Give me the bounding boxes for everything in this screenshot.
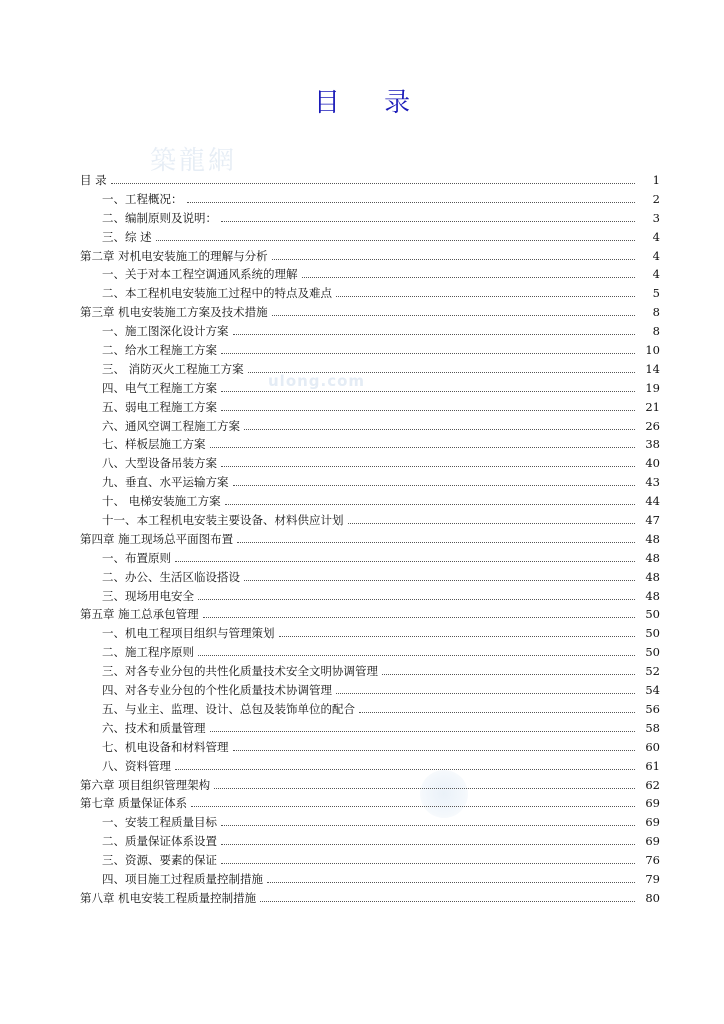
toc-page-number: 38	[645, 437, 660, 452]
toc-entry-label: 二、办公、生活区临设搭设	[102, 569, 240, 584]
toc-page-number: 47	[645, 513, 660, 528]
toc-dot-leader	[221, 466, 635, 467]
toc-entry-label: 七、机电设备和材料管理	[102, 739, 229, 754]
toc-dot-leader	[279, 636, 636, 637]
toc-entry-label: 一、布置原则	[102, 550, 171, 565]
toc-dot-leader	[233, 750, 636, 751]
toc-section-entry[interactable]	[80, 435, 660, 454]
toc-chapter-entry[interactable]	[80, 530, 660, 549]
toc-section-entry[interactable]	[80, 190, 660, 209]
toc-entry-label: 六、技术和质量管理	[102, 720, 206, 735]
toc-section-entry[interactable]	[80, 209, 660, 228]
toc-chapter-entry[interactable]	[80, 889, 660, 908]
toc-page-number: 50	[645, 626, 660, 641]
toc-dot-leader	[248, 372, 635, 373]
toc-dot-leader	[198, 599, 635, 600]
toc-page-number: 4	[652, 229, 660, 244]
toc-entry-label: 六、通风空调工程施工方案	[102, 418, 240, 433]
toc-entry-label: 三、现场用电安全	[102, 588, 194, 603]
toc-dot-leader	[203, 617, 635, 618]
toc-page-number: 52	[645, 664, 660, 679]
toc-page-number: 26	[645, 418, 660, 433]
toc-section-entry[interactable]	[80, 700, 660, 719]
toc-page-number: 48	[645, 569, 660, 584]
toc-page-number: 5	[652, 286, 660, 301]
toc-page-number: 48	[645, 550, 660, 565]
toc-page-number: 4	[652, 267, 660, 282]
toc-dot-leader	[198, 655, 635, 656]
toc-entry-label: 三、 消防灭火工程施工方案	[102, 361, 244, 376]
toc-chapter-entry[interactable]	[80, 303, 660, 322]
toc-section-entry[interactable]	[80, 549, 660, 568]
toc-dot-leader	[233, 334, 636, 335]
toc-section-entry[interactable]	[80, 473, 660, 492]
toc-entry-label: 十一、本工程机电安装主要设备、材料供应计划	[102, 513, 344, 528]
toc-page-number: 62	[645, 777, 660, 792]
toc-page-number: 48	[645, 531, 660, 546]
toc-dot-leader	[175, 561, 635, 562]
toc-entry-label: 一、关于对本工程空调通风系统的理解	[102, 267, 298, 282]
toc-chapter-entry[interactable]	[80, 794, 660, 813]
toc-section-entry[interactable]	[80, 379, 660, 398]
toc-chapter-entry[interactable]	[80, 247, 660, 266]
toc-chapter-entry[interactable]	[80, 776, 660, 795]
watermark-url: ulong.com	[268, 372, 366, 390]
toc-section-entry[interactable]	[80, 417, 660, 436]
toc-section-entry[interactable]	[80, 511, 660, 530]
toc-entry-label: 三、对各专业分包的共性化质量技术安全文明协调管理	[102, 664, 378, 679]
toc-dot-leader	[156, 240, 635, 241]
toc-section-entry[interactable]	[80, 719, 660, 738]
toc-section-entry[interactable]	[80, 757, 660, 776]
toc-section-entry[interactable]	[80, 643, 660, 662]
toc-dot-leader	[237, 542, 635, 543]
toc-page-number: 69	[645, 834, 660, 849]
toc-entry-label: 二、本工程机电安装施工过程中的特点及难点	[102, 286, 332, 301]
toc-dot-leader	[267, 882, 635, 883]
toc-dot-leader	[210, 731, 636, 732]
toc-dot-leader	[221, 863, 635, 864]
toc-entry-label: 第三章 机电安装施工方案及技术措施	[80, 305, 268, 320]
toc-dot-leader	[225, 504, 635, 505]
toc-chapter-entry[interactable]	[80, 171, 660, 190]
toc-page-number: 60	[645, 739, 660, 754]
toc-entry-label: 第二章 对机电安装施工的理解与分析	[80, 248, 268, 263]
toc-page-number: 58	[645, 720, 660, 735]
toc-entry-label: 二、施工程序原则	[102, 645, 194, 660]
toc-section-entry[interactable]	[80, 228, 660, 247]
toc-section-entry[interactable]	[80, 813, 660, 832]
toc-dot-leader	[336, 693, 635, 694]
toc-section-entry[interactable]	[80, 284, 660, 303]
toc-section-entry[interactable]	[80, 738, 660, 757]
toc-section-entry[interactable]	[80, 360, 660, 379]
toc-page-number: 8	[652, 305, 660, 320]
page-title: 目 录	[313, 88, 429, 118]
toc-dot-leader	[187, 202, 636, 203]
toc-entry-label: 二、给水工程施工方案	[102, 343, 217, 358]
toc-dot-leader	[210, 447, 636, 448]
toc-page-number: 8	[652, 324, 660, 339]
toc-dot-leader	[221, 221, 635, 222]
toc-entry-label: 第八章 机电安装工程质量控制措施	[80, 890, 257, 905]
toc-entry-label: 一、安装工程质量目标	[102, 815, 217, 830]
toc-page-number: 2	[652, 191, 660, 206]
toc-entry-label: 一、施工图深化设计方案	[102, 324, 229, 339]
toc-page-number: 40	[645, 456, 660, 471]
toc-dot-leader	[244, 580, 635, 581]
toc-dot-leader	[214, 788, 635, 789]
toc-entry-label: 七、样板层施工方案	[102, 437, 206, 452]
toc-page-number: 61	[645, 758, 660, 773]
toc-entry-label: 四、电气工程施工方案	[102, 380, 217, 395]
toc-page-number: 54	[645, 683, 660, 698]
toc-dot-leader	[382, 674, 635, 675]
toc-page-number: 50	[645, 645, 660, 660]
toc-page-number: 4	[652, 248, 660, 263]
toc-page-number: 80	[645, 890, 660, 905]
toc-page-number: 14	[645, 361, 660, 376]
toc-entry-label: 一、机电工程项目组织与管理策划	[102, 626, 275, 641]
toc-entry-label: 第四章 施工现场总平面图布置	[80, 531, 234, 546]
toc-entry-label: 二、编制原则及说明：	[102, 210, 217, 225]
toc-page-number: 3	[652, 210, 660, 225]
watermark-logo: 築龍網	[150, 146, 238, 176]
toc-dot-leader	[302, 277, 636, 278]
toc-section-entry[interactable]	[80, 681, 660, 700]
toc-dot-leader	[175, 769, 635, 770]
toc-section-entry[interactable]	[80, 851, 660, 870]
toc-dot-leader	[348, 523, 636, 524]
toc-entry-label: 十、 电梯安装施工方案	[102, 494, 221, 509]
toc-section-entry[interactable]	[80, 587, 660, 606]
toc-section-entry[interactable]	[80, 398, 660, 417]
toc-entry-label: 四、对各专业分包的个性化质量技术协调管理	[102, 683, 332, 698]
toc-dot-leader	[260, 901, 635, 902]
toc-entry-label: 第七章 质量保证体系	[80, 796, 188, 811]
toc-entry-label: 三、资源、要素的保证	[102, 853, 217, 868]
toc-entry-label: 二、质量保证体系设置	[102, 834, 217, 849]
toc-page-number: 10	[645, 343, 660, 358]
toc-dot-leader	[191, 806, 635, 807]
toc-page-number: 1	[652, 173, 660, 187]
toc-page-number: 48	[645, 588, 660, 603]
toc-dot-leader	[244, 429, 635, 430]
toc-dot-leader	[233, 485, 636, 486]
toc-entry-label: 四、项目施工过程质量控制措施	[102, 871, 263, 886]
toc-dot-leader	[272, 315, 635, 316]
toc-section-entry[interactable]	[80, 870, 660, 889]
toc-section-entry[interactable]	[80, 568, 660, 587]
toc-entry-label: 目 录	[80, 173, 107, 187]
toc-dot-leader	[221, 391, 635, 392]
toc-page-number: 69	[645, 815, 660, 830]
toc-entry-label: 三、综 述	[102, 229, 152, 244]
toc-section-entry[interactable]	[80, 265, 660, 284]
toc-page-number: 44	[645, 494, 660, 509]
toc-entry-label: 五、弱电工程施工方案	[102, 399, 217, 414]
toc-section-entry[interactable]	[80, 662, 660, 681]
toc-entry-label: 第六章 项目组织管理架构	[80, 777, 211, 792]
toc-page-number: 43	[645, 475, 660, 490]
toc-entry-label: 第五章 施工总承包管理	[80, 607, 199, 622]
toc-dot-leader	[272, 259, 635, 260]
toc-page-number: 76	[645, 853, 660, 868]
toc-entry-label: 五、与业主、监理、设计、总包及装饰单位的配合	[102, 701, 355, 716]
toc-page-number: 21	[645, 399, 660, 414]
toc-dot-leader	[221, 825, 635, 826]
toc-dot-leader	[221, 410, 635, 411]
toc-section-entry[interactable]	[80, 341, 660, 360]
toc-section-entry[interactable]	[80, 492, 660, 511]
toc-dot-leader	[359, 712, 635, 713]
toc-entry-label: 八、资料管理	[102, 758, 171, 773]
toc-dot-leader	[336, 296, 635, 297]
table-of-contents	[80, 171, 660, 908]
toc-dot-leader	[221, 353, 635, 354]
toc-section-entry[interactable]	[80, 454, 660, 473]
toc-page-number: 19	[645, 380, 660, 395]
toc-entry-label: 一、工程概况：	[102, 191, 183, 206]
toc-dot-leader	[111, 183, 635, 184]
toc-dot-leader	[221, 844, 635, 845]
toc-section-entry[interactable]	[80, 832, 660, 851]
toc-section-entry[interactable]	[80, 322, 660, 341]
toc-chapter-entry[interactable]	[80, 605, 660, 624]
toc-page-number: 79	[645, 871, 660, 886]
toc-page-number: 56	[645, 701, 660, 716]
toc-section-entry[interactable]	[80, 624, 660, 643]
toc-page-number: 50	[645, 607, 660, 622]
toc-entry-label: 八、大型设备吊装方案	[102, 456, 217, 471]
toc-page-number: 69	[645, 796, 660, 811]
toc-entry-label: 九、垂直、水平运输方案	[102, 475, 229, 490]
